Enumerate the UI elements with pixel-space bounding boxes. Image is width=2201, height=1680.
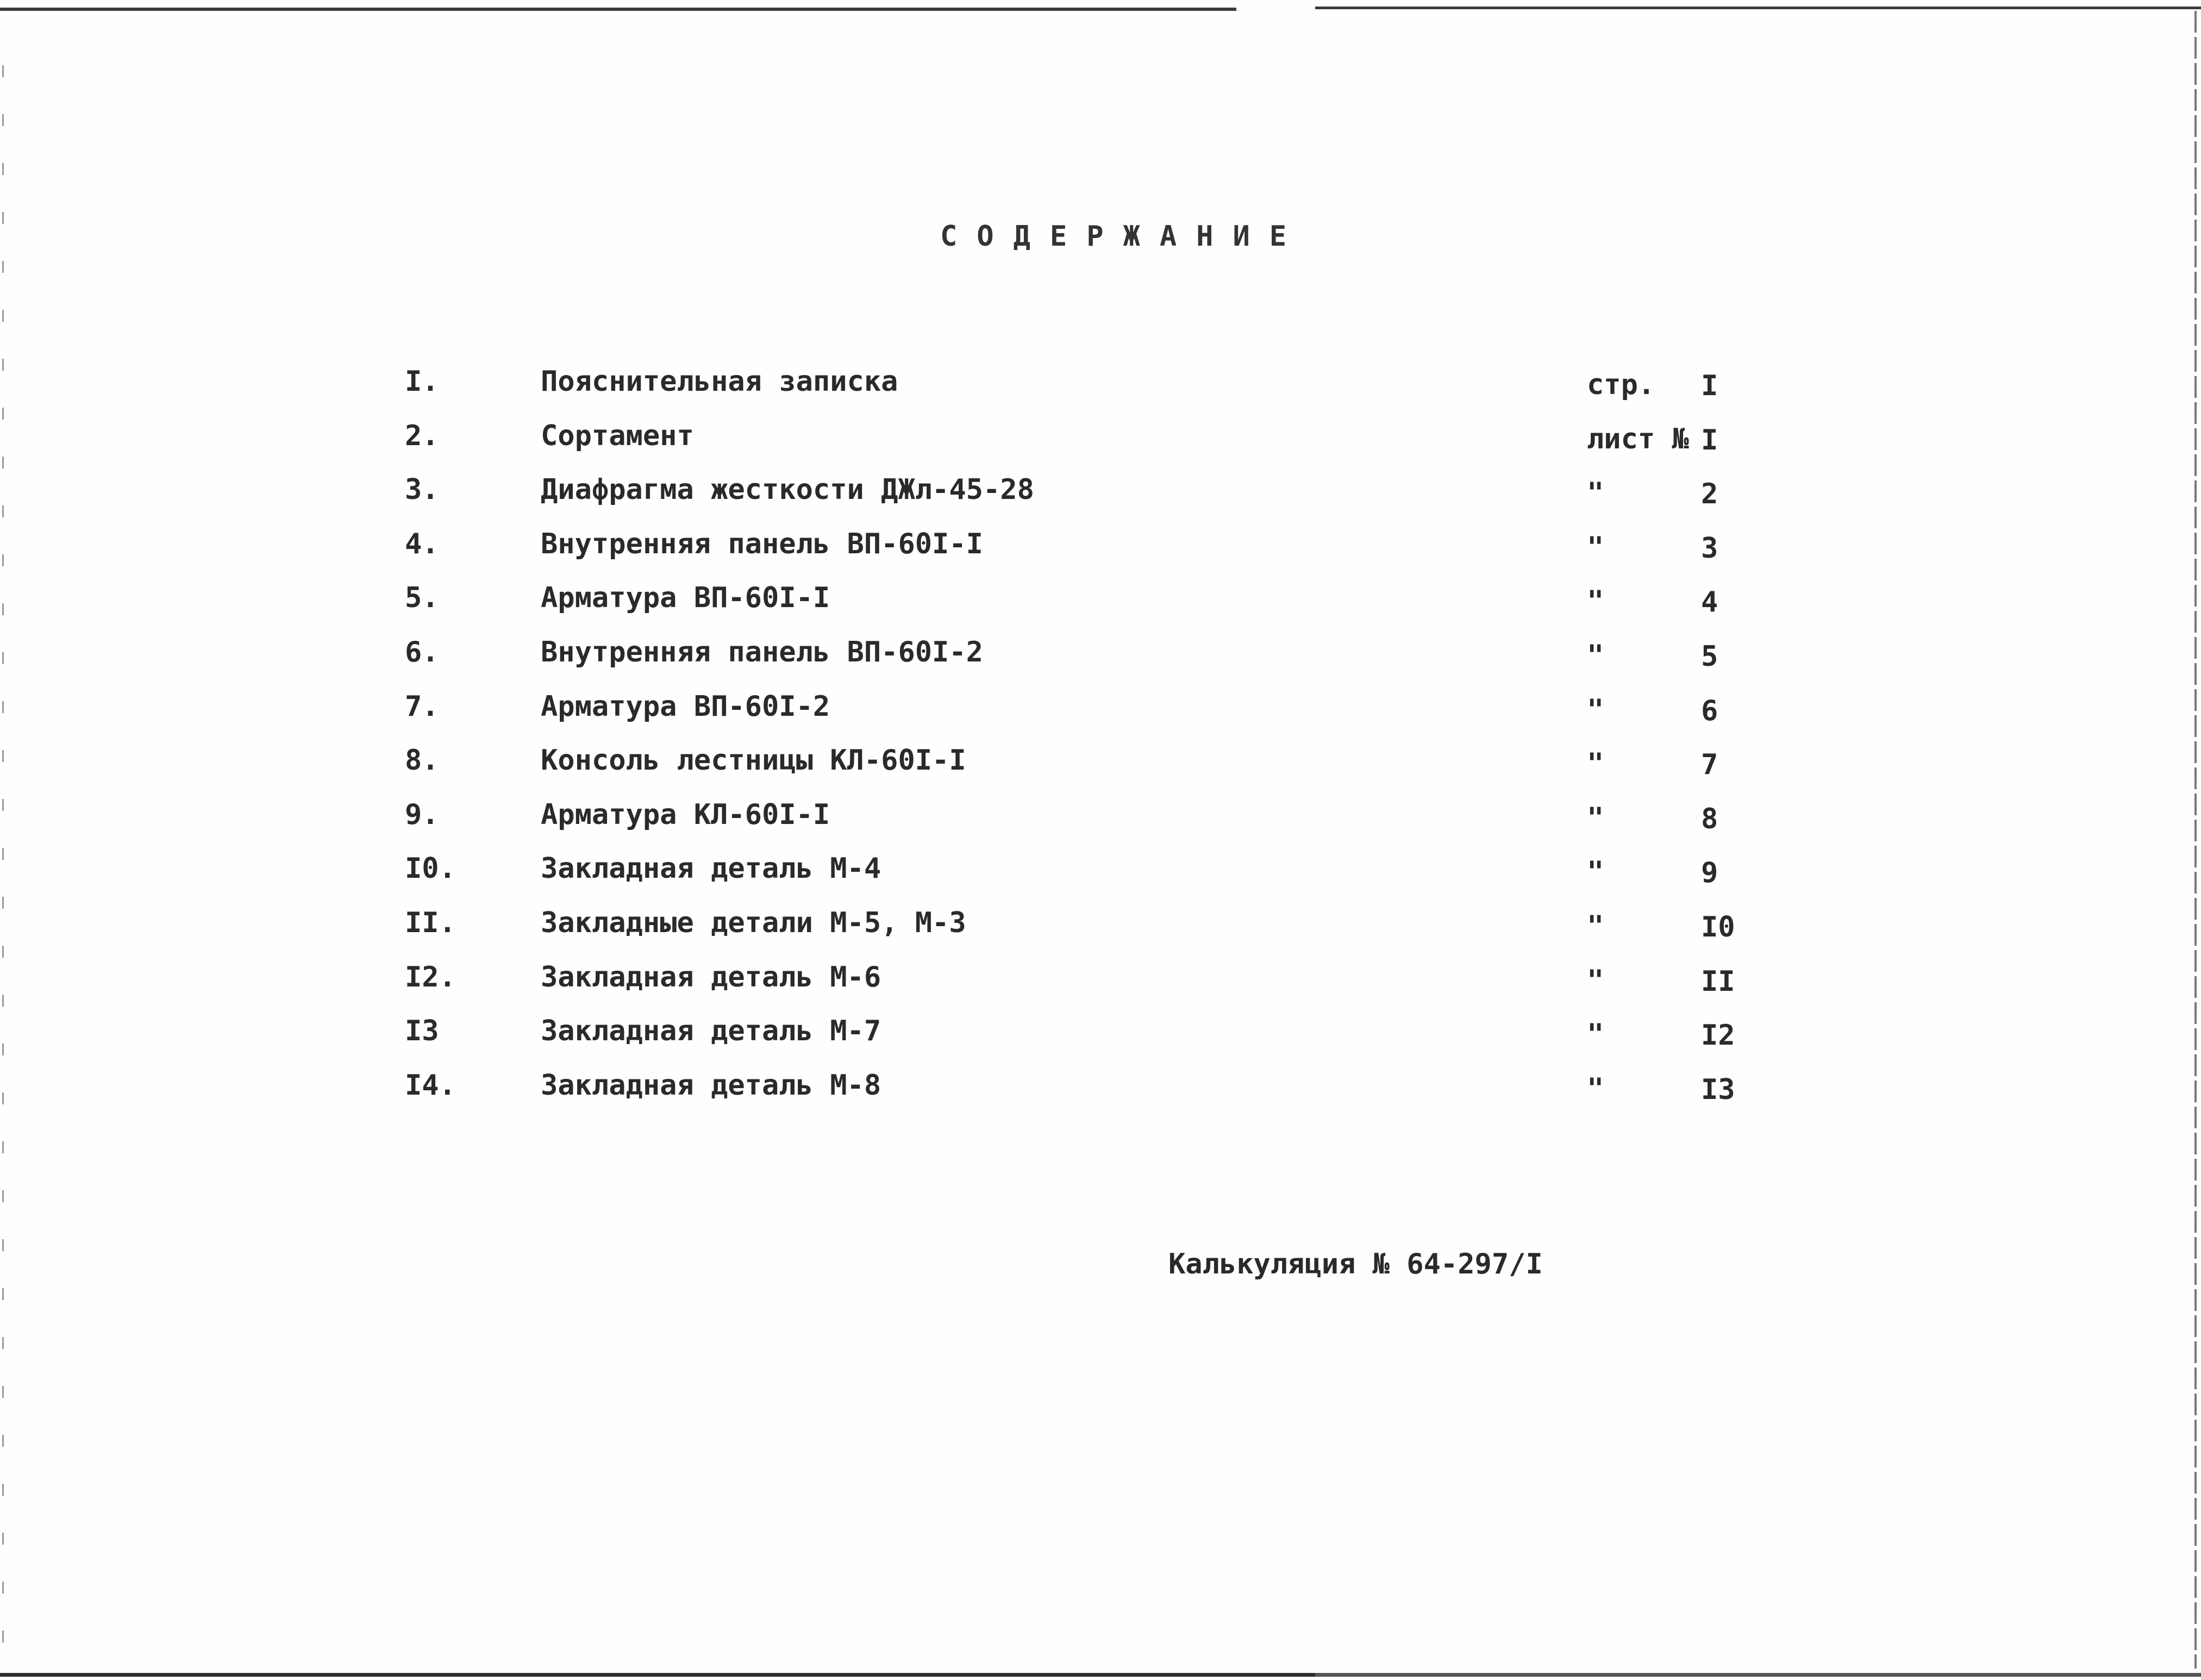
toc-item-title: Арматура ВП-60I-I bbox=[541, 582, 830, 615]
toc-row bbox=[405, 798, 1764, 853]
ditto-mark: " bbox=[1587, 1072, 1604, 1105]
toc-item-number: I0. bbox=[405, 852, 456, 885]
toc-item-number: II. bbox=[405, 906, 456, 939]
ditto-mark: " bbox=[1587, 477, 1604, 510]
top-border-line-right bbox=[1315, 7, 2201, 9]
toc-item-page: I2 bbox=[1701, 1019, 1735, 1052]
toc-item-title: Диафрагма жесткости ДЖл-45-28 bbox=[541, 473, 1034, 507]
ditto-mark: " bbox=[1587, 639, 1604, 672]
toc-item-number: 2. bbox=[405, 419, 439, 452]
toc-item-page: 6 bbox=[1701, 694, 1718, 727]
toc-row bbox=[405, 636, 1764, 690]
toc-row bbox=[405, 1015, 1764, 1069]
toc-item-title: Закладные детали М-5, М-3 bbox=[541, 906, 966, 939]
toc-item-number: 3. bbox=[405, 473, 439, 507]
toc-item-title: Сортамент bbox=[541, 419, 694, 452]
toc-row bbox=[405, 690, 1764, 745]
ditto-mark: " bbox=[1587, 530, 1604, 564]
table-of-contents bbox=[405, 365, 1764, 1123]
toc-row bbox=[405, 420, 1764, 474]
toc-row bbox=[405, 961, 1764, 1015]
toc-item-title: Закладная деталь М-4 bbox=[541, 852, 881, 885]
calculation-number: Калькуляция № 64-297/I bbox=[1168, 1248, 1543, 1281]
ditto-mark: " bbox=[1587, 801, 1604, 834]
toc-item-number: I2. bbox=[405, 960, 456, 994]
toc-item-title: Арматура КЛ-60I-I bbox=[541, 798, 830, 831]
toc-item-number: I3 bbox=[405, 1015, 439, 1048]
toc-item-page: I bbox=[1701, 370, 1718, 402]
ditto-mark: " bbox=[1587, 964, 1604, 997]
ditto-mark: " bbox=[1587, 747, 1604, 780]
toc-item-title: Пояснительная записка bbox=[541, 365, 898, 398]
page-title: СОДЕРЖАНИЕ bbox=[940, 220, 1306, 253]
toc-row bbox=[405, 852, 1764, 907]
toc-item-title: Закладная деталь М-8 bbox=[541, 1069, 881, 1102]
toc-row bbox=[405, 365, 1764, 420]
left-border-marks bbox=[2, 65, 4, 1652]
toc-item-number: I. bbox=[405, 365, 439, 398]
toc-item-number: I4. bbox=[405, 1069, 456, 1102]
toc-item-page: I3 bbox=[1701, 1073, 1735, 1106]
toc-item-page-label: стр. bbox=[1587, 369, 1655, 401]
toc-row bbox=[405, 1069, 1764, 1123]
toc-item-title: Внутренняя панель ВП-60I-I bbox=[541, 527, 983, 560]
toc-item-title: Внутренняя панель ВП-60I-2 bbox=[541, 635, 983, 669]
toc-item-page: I0 bbox=[1701, 910, 1735, 944]
toc-row bbox=[405, 473, 1764, 528]
toc-item-title: Арматура ВП-60I-2 bbox=[541, 690, 830, 723]
ditto-mark: " bbox=[1587, 1018, 1604, 1051]
toc-item-title: Консоль лестницы КЛ-60I-I bbox=[541, 744, 966, 777]
toc-item-page: 7 bbox=[1701, 748, 1718, 782]
toc-item-page: I bbox=[1701, 423, 1718, 457]
toc-item-title: Закладная деталь М-7 bbox=[541, 1015, 881, 1048]
toc-item-number: 9. bbox=[405, 798, 439, 831]
toc-item-number: 5. bbox=[405, 582, 439, 615]
toc-item-page: 2 bbox=[1701, 478, 1718, 511]
toc-item-number: 6. bbox=[405, 635, 439, 669]
toc-row bbox=[405, 528, 1764, 582]
right-border-line bbox=[2194, 11, 2197, 1669]
toc-row bbox=[405, 744, 1764, 798]
ditto-mark: " bbox=[1587, 693, 1604, 726]
top-border-line bbox=[0, 8, 1236, 11]
toc-item-page: II bbox=[1701, 965, 1735, 998]
toc-item-page: 8 bbox=[1701, 802, 1718, 835]
toc-item-page: 9 bbox=[1701, 857, 1718, 890]
toc-item-page-label: лист № bbox=[1587, 422, 1689, 455]
toc-item-page: 5 bbox=[1701, 640, 1718, 673]
toc-item-number: 4. bbox=[405, 527, 439, 560]
toc-item-number: 8. bbox=[405, 744, 439, 777]
toc-item-title: Закладная деталь М-6 bbox=[541, 960, 881, 994]
toc-row bbox=[405, 907, 1764, 961]
toc-item-page: 4 bbox=[1701, 586, 1718, 619]
bottom-border-line bbox=[0, 1673, 2201, 1677]
ditto-mark: " bbox=[1587, 855, 1604, 889]
ditto-mark: " bbox=[1587, 585, 1604, 618]
toc-item-page: 3 bbox=[1701, 532, 1718, 565]
ditto-mark: " bbox=[1587, 909, 1604, 942]
toc-item-number: 7. bbox=[405, 690, 439, 723]
toc-row bbox=[405, 582, 1764, 636]
